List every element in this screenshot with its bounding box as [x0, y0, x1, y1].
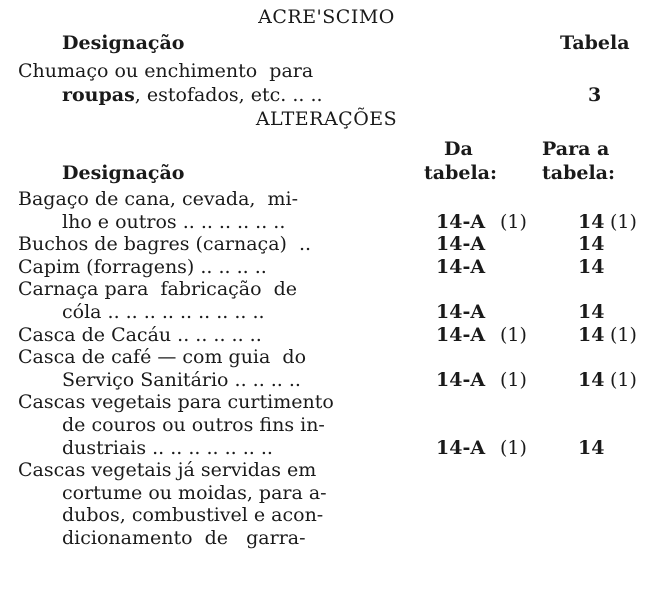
row-1-da-tabela: 14-A	[436, 233, 486, 256]
row-5-da-tabela: 14-A	[436, 368, 486, 391]
row-0-designation-line-0: Bagaço de cana, cevada, mi-	[18, 188, 299, 210]
row-1-para-tabela: 14	[578, 233, 605, 256]
row-4-para-note: (1)	[610, 323, 637, 346]
row-0-da-note: (1)	[500, 210, 527, 233]
row-0-da-tabela: 14-A	[436, 210, 486, 233]
acrescimo-heading: ACRE'SCIMO	[258, 6, 395, 28]
row-0-designation-line-1: lho e outros .. .. .. .. .. ..	[62, 210, 286, 233]
alteracoes-col-da-2: tabela:	[424, 162, 498, 184]
row-6-designation-line-2: dustriais .. .. .. .. .. .. ..	[62, 436, 273, 459]
row-2-da-tabela: 14-A	[436, 255, 486, 278]
row-4-da-note: (1)	[500, 323, 527, 346]
acrescimo-col-designacao: Designação	[62, 32, 185, 54]
row-5-para-note: (1)	[610, 368, 637, 391]
row-3-da-tabela: 14-A	[436, 301, 486, 323]
acrescimo-item-rest: , estofados, etc. .. ..	[134, 84, 323, 106]
alteracoes-heading: ALTERAÇÕES	[255, 108, 398, 130]
row-3-para-tabela: 14	[578, 301, 605, 323]
alteracoes-col-designacao: Designação	[62, 162, 185, 184]
acrescimo-item-line2	[62, 84, 323, 106]
row-4-para-tabela: 14	[578, 323, 605, 346]
row-3-designation-line-1: cóla .. .. .. .. .. .. .. .. ..	[62, 301, 265, 323]
row-5-para-tabela: 14	[578, 368, 605, 391]
row-5-da-note: (1)	[500, 368, 527, 391]
alteracoes-col-para-1: Para a	[542, 138, 610, 160]
row-4-da-tabela: 14-A	[436, 323, 486, 346]
row-6-designation-line-0: Cascas vegetais para curtimento	[18, 391, 334, 414]
row-6-da-note: (1)	[500, 436, 527, 459]
row-4-designation-line-0: Casca de Cacáu .. .. .. .. ..	[18, 323, 262, 346]
acrescimo-col-tabela: Tabela	[560, 32, 630, 54]
row-2-para-tabela: 14	[578, 255, 605, 278]
row-7-designation-line-2: dubos, combustivel e acon-	[62, 504, 324, 527]
alteracoes-col-da-1: Da	[444, 138, 473, 160]
acrescimo-item-bold: roupas	[62, 84, 135, 106]
row-3-designation-line-0: Carnaça para fabricação de	[18, 278, 298, 301]
row-5-designation-line-1: Serviço Sanitário .. .. .. ..	[62, 368, 301, 391]
row-7-designation-line-1: cortume ou moidas, para a-	[62, 481, 327, 504]
row-6-para-tabela: 14	[578, 436, 605, 459]
row-7-designation-line-0: Cascas vegetais já servidas em	[18, 459, 317, 482]
row-5-designation-line-0: Casca de café — com guia do	[18, 346, 307, 369]
row-0-para-note: (1)	[610, 210, 637, 233]
row-0-para-tabela: 14	[578, 210, 605, 233]
acrescimo-item-line1: Chumaço ou enchimento para	[18, 60, 314, 82]
row-2-designation-line-0: Capim (forragens) .. .. .. ..	[18, 255, 267, 278]
row-6-da-tabela: 14-A	[436, 436, 486, 459]
alteracoes-col-para-2: tabela:	[542, 162, 616, 184]
row-6-designation-line-1: de couros ou outros fins in-	[62, 414, 325, 436]
row-1-designation-line-0: Buchos de bagres (carnaça) ..	[18, 233, 312, 256]
acrescimo-item-tabela: 3	[588, 84, 602, 106]
row-7-designation-line-3: dicionamento de garra-	[62, 527, 306, 549]
